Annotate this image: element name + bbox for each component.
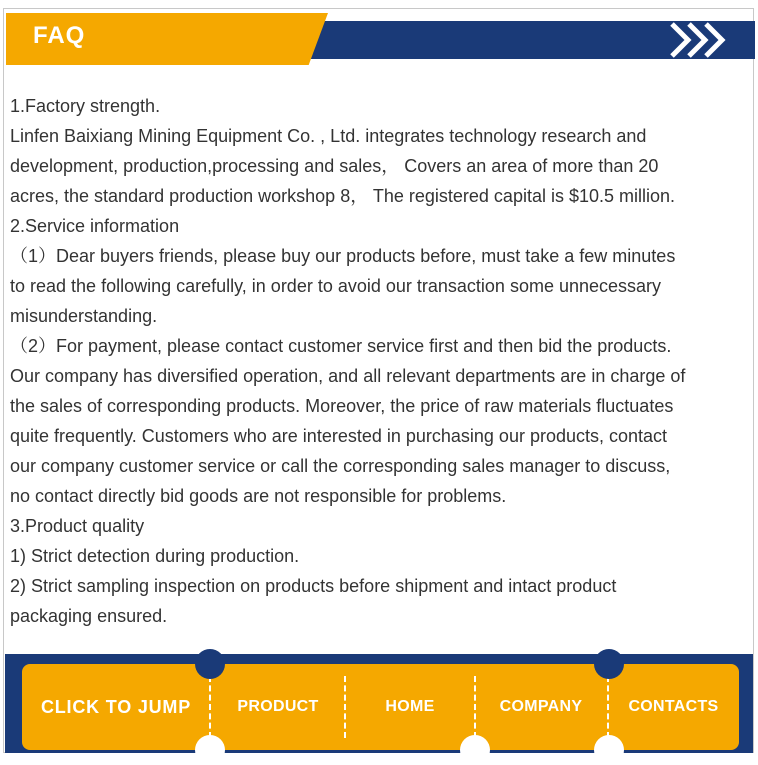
paragraph-line: 1) Strict detection during production. bbox=[10, 546, 300, 566]
nav-divider bbox=[344, 676, 346, 738]
nav-link-contacts[interactable]: CONTACTS bbox=[628, 698, 719, 715]
faq-content bbox=[10, 91, 748, 631]
section-heading: 3.Product quality bbox=[10, 516, 145, 536]
nav-notch bbox=[195, 735, 225, 765]
nav-link-company[interactable]: COMPANY bbox=[499, 698, 583, 715]
section-heading: 2.Service information bbox=[10, 216, 180, 236]
nav-notch bbox=[460, 735, 490, 765]
nav-link-home[interactable]: HOME bbox=[385, 698, 435, 715]
paragraph-line: the sales of corresponding products. Moreover, the price of raw materials fluctuates bbox=[10, 396, 674, 416]
nav-link-product[interactable]: PRODUCT bbox=[237, 698, 319, 715]
click-to-jump-label: CLICK TO JUMP bbox=[40, 696, 192, 717]
paragraph-line: （1）Dear buyers friends, please buy our products before, must take a few minutes bbox=[10, 246, 676, 266]
section-heading: 1.Factory strength. bbox=[10, 96, 161, 116]
paragraph-line: no contact directly bid goods are not responsible for problems. bbox=[10, 486, 507, 506]
paragraph-line: （2）For payment, please contact customer service first and then bid the products. bbox=[10, 336, 672, 356]
nav-notch bbox=[195, 649, 225, 679]
paragraph-line: Linfen Baixiang Mining Equipment Co. , Ltd. integrates technology research and bbox=[10, 126, 647, 146]
footer-nav bbox=[22, 664, 739, 750]
double-chevron-right-icon bbox=[668, 22, 730, 58]
paragraph-line: quite frequently. Customers who are interested in purchasing our products, contact bbox=[10, 426, 668, 446]
paragraph-line: our company customer service or call the corresponding sales manager to discuss, bbox=[10, 456, 671, 476]
paragraph-line: packaging ensured. bbox=[10, 606, 168, 626]
faq-banner bbox=[0, 13, 758, 65]
paragraph-line: misunderstanding. bbox=[10, 306, 158, 326]
paragraph-line: to read the following carefully, in order to avoid our transaction some unnecessary bbox=[10, 276, 662, 296]
paragraph-line: Our company has diversified operation, and all relevant departments are in charge of bbox=[10, 366, 686, 386]
nav-notch bbox=[594, 735, 624, 765]
nav-divider bbox=[474, 676, 476, 738]
paragraph-line: development, production,processing and sales， Covers an area of more than 20 bbox=[10, 156, 659, 176]
nav-divider bbox=[607, 676, 609, 738]
paragraph-line: acres, the standard production workshop 8， The registered capital is $10.5 million. bbox=[10, 186, 676, 206]
nav-notch bbox=[594, 649, 624, 679]
page-title: FAQ bbox=[33, 22, 86, 49]
nav-divider bbox=[209, 676, 211, 738]
paragraph-line: 2) Strict sampling inspection on products before shipment and intact product bbox=[10, 576, 617, 596]
